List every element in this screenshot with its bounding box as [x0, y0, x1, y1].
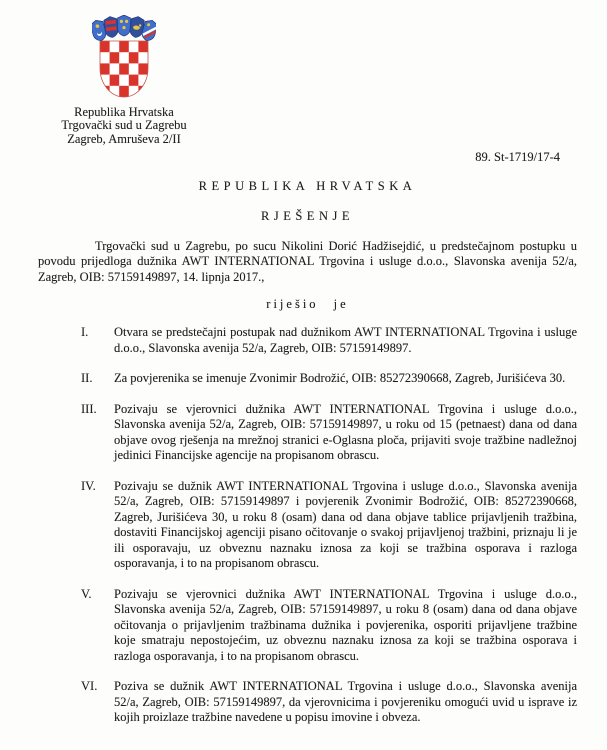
institution-address: Zagreb, Amruševa 2/II	[67, 131, 181, 146]
ruling-numeral: VI.	[81, 679, 98, 694]
ruling-item	[38, 587, 577, 665]
ruling-text: Pozivaju se dužnik AWT INTERNATIONAL Trgovina i usluge d.o.o., Slavonska avenija 52/a, Zagreb, OIB: 57159149897 i povjerenik Zvonimir Bodrožić, OIB: 85272390668, Zagreb, Jurišićeva 30, u roku 8 (osam) dana od dana objave tablice prijavljenih tražbina, dostaviti Financijskoj agenciji pisano očitovanje o svakoj prijavljenoj tražbini, priznaju li je ili osporavaju, uz obveznu naznaku iznosa za koji se tražbina osporava i razloga osporavanja, i to na propisanom obrascu.	[114, 478, 577, 571]
ruling-numeral: II.	[81, 371, 93, 386]
rulings-list	[38, 325, 577, 726]
ruling-numeral: V.	[81, 586, 92, 601]
croatian-coat-of-arms-icon	[92, 15, 156, 101]
checkerboard-shield	[100, 41, 148, 99]
letterhead	[29, 15, 219, 146]
ruling-numeral: III.	[81, 401, 97, 416]
ruling-text: Za povjerenika se imenuje Zvonimir Bodrožić, OIB: 85272390668, Zagreb, Jurišićeva 30.	[114, 371, 566, 386]
ruling-item	[38, 679, 577, 726]
institution-country: Republika Hrvatska	[74, 105, 174, 119]
ruling-text: Poziva se dužnik AWT INTERNATIONAL Trgovina i usluge d.o.o., Slavonska avenija 52/a, Zagreb, OIB: 57159149897, da vjerovnicima i povjereniku omogući uvid u isprave iz kojih proizlaze tražbine navedene u popisu imovine i obveza.	[114, 679, 577, 725]
ruling-item	[38, 402, 577, 464]
ruling-numeral: IV.	[81, 478, 96, 493]
ruling-text: Pozivaju se vjerovnici dužnika AWT INTERNATIONAL Trgovina i usluge d.o.o., Slavonska avenija 52/a, Zagreb, OIB: 57159149897, u roku od 15 (petnaest) dana od dana objave ovog rješenja na mrežnoj stranici e-Oglasna ploča, prijaviti svoje tražbine nadležnoj jedinici Financijske agencije na propisanom obrascu.	[114, 401, 577, 463]
ruling-item	[38, 325, 577, 356]
institution-court: Trgovački sud u Zagrebu	[61, 118, 187, 133]
ruling-text: Pozivaju se vjerovnici dužnika AWT INTERNATIONAL Trgovina i usluge d.o.o., Slavonska avenija 52/a, Zagreb, OIB: 57159149897, u roku 8 (osam) dana od dana objave očitovanja o prijavljenim tražbinama dužnika i povjerenika, osporiti prijavljene tražbine koje smatraju nepostojećim, uz obveznu naznaku iznosa za koji se tražbina osporava i razloga osporavanja, i to na propisanom obrascu.	[114, 586, 577, 663]
crown-shield-three-heads	[118, 15, 131, 36]
crown	[92, 15, 156, 42]
ruling-item	[38, 479, 577, 572]
intro-paragraph: Trgovački sud u Zagrebu, po sucu Nikolini Dorić Hadžisejdić, u predstečajnom postupku u povodu prijedloga dužnika AWT INTERNATIONAL Trgovina i usluge d.o.o., Slavonska avenija 52/a, Zagreb, OIB: 57159149897, 14. lipnja 2017.,	[38, 238, 577, 284]
decision-heading: RJEŠENJE	[261, 208, 354, 223]
ruling-item	[38, 371, 577, 387]
ruling-text: Otvara se predstečajni postupak nad dužnikom AWT INTERNATIONAL Trgovina i usluge d.o.o., Slavonska avenija 52/a, Zagreb, OIB: 57159149897.	[114, 325, 577, 355]
ruling-numeral: I.	[81, 325, 89, 340]
coat-of-arms-graphic	[92, 15, 156, 101]
case-number: 89. St-1719/17-4	[475, 149, 560, 164]
resolved-heading: riješio je	[266, 297, 349, 312]
republic-heading: REPUBLIKA HRVATSKA	[198, 178, 417, 193]
